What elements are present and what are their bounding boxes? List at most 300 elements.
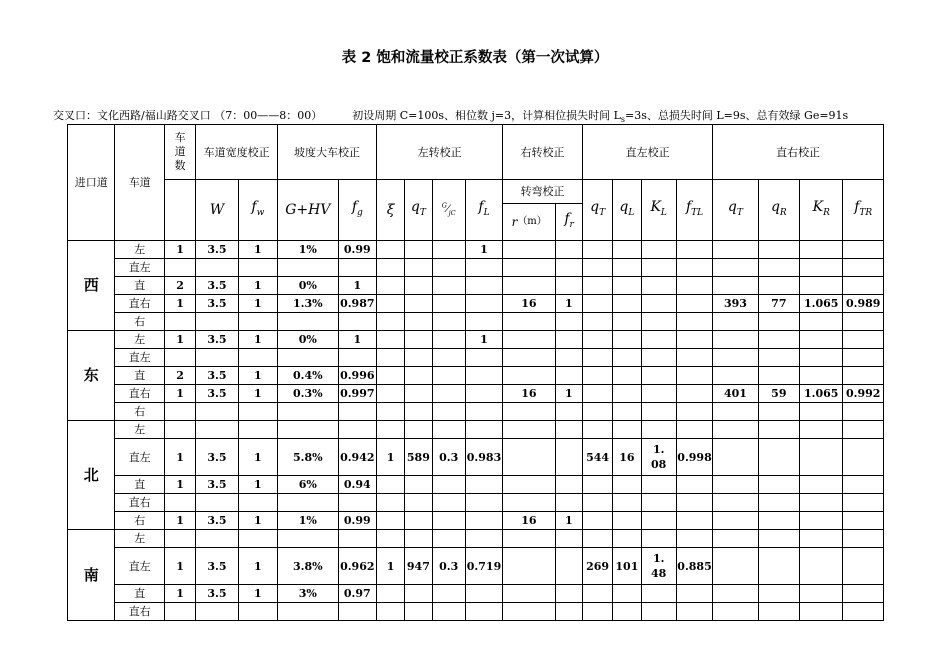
cell-fr [555,494,582,512]
cell-ftl: 0.885 [676,548,712,585]
cell-r [503,476,556,494]
table-row [68,241,884,259]
cell-r [503,421,556,439]
cell-qt3 [713,403,758,421]
cell-gjc [432,295,465,313]
cell-xi [376,241,404,259]
cell-kr [800,331,843,349]
cell-qt2: 269 [582,548,612,585]
cell-w [196,403,238,421]
cell-qt [405,585,432,603]
cell-fl [465,385,502,403]
lane-type: 直 [115,367,164,385]
cell-kr [800,421,843,439]
approach-direction: 西 [68,241,115,331]
table-row [68,439,884,476]
cell-w [196,259,238,277]
table-row [68,530,884,548]
cell-r: 16 [503,295,556,313]
cell-qt3 [713,367,758,385]
cell-fl: 1 [465,241,502,259]
cell-qt [405,259,432,277]
cell-fr [555,439,582,476]
cell-kl [641,476,676,494]
cell-qt [405,277,432,295]
cell-qt2 [582,331,612,349]
header-KR: $K_R$ [800,180,843,241]
cell-w [196,530,238,548]
table-row [68,603,884,621]
lane-type: 右 [115,403,164,421]
cell-ftr [843,349,884,367]
cell-qr [758,403,799,421]
cell-w: 3.5 [196,241,238,259]
cell-fw [238,259,277,277]
header-row-1 [68,125,884,180]
cell-w: 3.5 [196,585,238,603]
cell-qt [405,313,432,331]
cell-kl [641,421,676,439]
cell-ftl [676,331,712,349]
cell-kl [641,313,676,331]
cell-qr [758,367,799,385]
cell-fg [338,349,376,367]
lane-type: 直 [115,277,164,295]
cell-ghv [278,259,339,277]
header-fg: $f_g$ [338,180,376,241]
cell-n: 1 [164,241,195,259]
cell-qt [405,367,432,385]
cell-fl [465,476,502,494]
cell-gjc: 0.3 [432,548,465,585]
cell-n: 2 [164,277,195,295]
cell-ftl [676,277,712,295]
header-left-turn: 左转校正 [376,125,502,180]
cell-qr [758,439,799,476]
cell-fg [338,530,376,548]
cell-fr [555,548,582,585]
cell-kl [641,603,676,621]
cell-qt2 [582,494,612,512]
cell-fw: 1 [238,241,277,259]
cell-qt2 [582,530,612,548]
cell-kr [800,548,843,585]
cell-qt [405,241,432,259]
cell-qt2 [582,585,612,603]
cell-xi [376,585,404,603]
cell-xi [376,421,404,439]
cell-gjc [432,603,465,621]
cell-qt [405,530,432,548]
table-row [68,585,884,603]
cell-w: 3.5 [196,439,238,476]
cell-xi [376,313,404,331]
lane-type: 左 [115,331,164,349]
cell-n [164,259,195,277]
cell-kr [800,259,843,277]
cell-fw [238,349,277,367]
cell-qt2 [582,603,612,621]
cell-qr [758,277,799,295]
cell-qr [758,512,799,530]
cell-gjc [432,476,465,494]
cell-ftr [843,530,884,548]
cell-qt2: 544 [582,439,612,476]
correction-table [67,124,884,621]
cell-fl [465,313,502,331]
cell-r [503,331,556,349]
header-fr: $f_r$ [564,210,574,230]
cell-n [164,403,195,421]
header-through-left: 直左校正 [582,125,712,180]
cell-qt2 [582,295,612,313]
cell-qr: 59 [758,385,799,403]
cell-fg: 0.97 [338,585,376,603]
cell-ftr [843,585,884,603]
cell-ql [613,476,641,494]
cell-ftr [843,439,884,476]
table-row [68,295,884,313]
cell-n: 1 [164,439,195,476]
cell-kr [800,603,843,621]
cell-r [503,259,556,277]
cell-qr [758,603,799,621]
cell-ql [613,530,641,548]
cell-qt3 [713,439,758,476]
cell-w [196,494,238,512]
lane-type: 左 [115,421,164,439]
header-approach: 进口道 [68,125,115,241]
cell-ftl [676,421,712,439]
cell-ftl [676,585,712,603]
cell-ftr [843,403,884,421]
cell-fr [555,421,582,439]
cell-ftl [676,385,712,403]
cell-kr: 1.065 [800,385,843,403]
cell-xi [376,277,404,295]
cell-ftl [676,241,712,259]
cell-qt3 [713,603,758,621]
cell-xi [376,476,404,494]
cell-ql [613,259,641,277]
cell-kl [641,331,676,349]
header-qT3: $q_T$ [713,180,758,241]
cell-gjc [432,367,465,385]
header-slope: 坡度大车校正 [278,125,377,180]
cell-kr [800,439,843,476]
lane-type: 直左 [115,349,164,367]
approach-direction: 东 [68,331,115,421]
cell-n [164,421,195,439]
cell-ghv: 1% [278,512,339,530]
lane-type: 直右 [115,385,164,403]
cell-ftl [676,295,712,313]
cell-fw: 1 [238,439,277,476]
lane-type: 直 [115,476,164,494]
cell-gjc [432,331,465,349]
cell-w: 3.5 [196,476,238,494]
cell-fl [465,367,502,385]
cell-ql [613,313,641,331]
lane-type: 直右 [115,603,164,621]
cell-ftr [843,603,884,621]
cell-fl [465,512,502,530]
cell-ftl [676,349,712,367]
cell-kl: 1.48 [641,548,676,585]
cell-r [503,403,556,421]
cell-ghv: 0% [278,331,339,349]
cell-ghv: 5.8% [278,439,339,476]
cell-fg: 1 [338,331,376,349]
cell-qt3 [713,421,758,439]
cell-xi [376,295,404,313]
cell-fr [555,241,582,259]
cell-fw: 1 [238,476,277,494]
cell-kl [641,403,676,421]
cell-fl: 1 [465,331,502,349]
cell-xi [376,385,404,403]
cell-w [196,421,238,439]
cell-qt: 947 [405,548,432,585]
cell-ghv [278,349,339,367]
cell-qt2 [582,476,612,494]
cell-kl [641,295,676,313]
cell-ftr: 0.992 [843,385,884,403]
cell-fg [338,421,376,439]
cell-qt3: 393 [713,295,758,313]
lane-type: 左 [115,241,164,259]
cell-w [196,349,238,367]
cell-gjc [432,313,465,331]
cell-fg [338,259,376,277]
cell-ql [613,421,641,439]
table-row [68,494,884,512]
cell-ql [613,603,641,621]
cell-ftr: 0.989 [843,295,884,313]
cell-ql [613,349,641,367]
cell-fr [555,403,582,421]
cell-kl [641,241,676,259]
cell-kr [800,494,843,512]
table-row [68,548,884,585]
cell-fg: 1 [338,277,376,295]
cell-fl: 0.719 [465,548,502,585]
cell-kr [800,313,843,331]
cell-r [503,530,556,548]
cell-kr [800,349,843,367]
cell-qr [758,494,799,512]
cell-fg: 0.942 [338,439,376,476]
cell-kr [800,585,843,603]
cell-fw: 1 [238,331,277,349]
cell-xi [376,349,404,367]
cell-qt2 [582,313,612,331]
cell-qt3 [713,585,758,603]
cell-r [503,367,556,385]
table-row [68,313,884,331]
cell-qt3 [713,313,758,331]
header-KL: $K_L$ [641,180,676,241]
cell-ghv: 1% [278,241,339,259]
cell-kl [641,385,676,403]
cell-qr [758,585,799,603]
cell-fw: 1 [238,548,277,585]
lane-type: 直 [115,585,164,603]
lane-type: 右 [115,512,164,530]
cell-fg: 0.987 [338,295,376,313]
table-row [68,277,884,295]
header-row-2 [68,180,884,241]
cell-gjc [432,259,465,277]
header-ghv: G+HV [278,180,339,241]
header-lane-count: 车道数 [164,125,195,180]
cell-ql [613,585,641,603]
table-row [68,403,884,421]
cell-fl [465,494,502,512]
cell-kr [800,476,843,494]
cell-r [503,313,556,331]
cell-xi: 1 [376,439,404,476]
header-through-right: 直右校正 [713,125,884,180]
header-g-over-jc: $^G⁄_{jC}$ [432,180,465,241]
cell-ghv [278,403,339,421]
table-info-line [53,107,848,124]
cell-fl [465,277,502,295]
cell-qr [758,548,799,585]
cell-r [503,548,556,585]
cell-fg: 0.99 [338,241,376,259]
cell-ql [613,385,641,403]
cell-qr [758,421,799,439]
cell-fr [555,277,582,295]
cell-ftr [843,241,884,259]
cell-qt [405,403,432,421]
cell-r [503,603,556,621]
cell-qt [405,295,432,313]
cell-fw [238,603,277,621]
cell-w: 3.5 [196,548,238,585]
cell-fg: 0.962 [338,548,376,585]
cell-fg: 0.997 [338,385,376,403]
lane-type: 左 [115,530,164,548]
cell-ghv: 1.3% [278,295,339,313]
cell-ghv: 0% [278,277,339,295]
cell-qr [758,530,799,548]
cell-n: 1 [164,331,195,349]
cell-r: 16 [503,385,556,403]
cell-fr [555,367,582,385]
cell-qt2 [582,277,612,295]
cell-qt3 [713,259,758,277]
table-row [68,331,884,349]
cell-fl [465,585,502,603]
header-lane-count-sub [164,180,195,241]
cell-ftl: 0.998 [676,439,712,476]
cell-xi [376,512,404,530]
cell-ftr [843,421,884,439]
cell-qt3: 401 [713,385,758,403]
cell-ftl [676,367,712,385]
cell-gjc [432,277,465,295]
cell-kl [641,585,676,603]
cell-qt [405,603,432,621]
cell-ftl [676,476,712,494]
cell-r [503,241,556,259]
cell-qt3 [713,277,758,295]
cell-ftl [676,403,712,421]
cell-qt [405,494,432,512]
cell-ql [613,241,641,259]
cell-fw: 1 [238,277,277,295]
cell-fg [338,313,376,331]
cell-n [164,349,195,367]
cell-kl [641,349,676,367]
cell-qt3 [713,512,758,530]
lane-type: 右 [115,313,164,331]
cell-xi [376,494,404,512]
cell-fw: 1 [238,385,277,403]
cell-qr [758,259,799,277]
cell-ql [613,295,641,313]
cell-qr [758,241,799,259]
cell-kl [641,277,676,295]
cell-qr [758,349,799,367]
cell-ftr [843,259,884,277]
lane-type: 直左 [115,259,164,277]
cell-fl: 0.983 [465,439,502,476]
header-fTR: $f_{TR}$ [843,180,884,241]
cell-fw: 1 [238,585,277,603]
cell-w: 3.5 [196,277,238,295]
table-row [68,476,884,494]
cell-fw: 1 [238,512,277,530]
cell-qt2 [582,403,612,421]
cell-kr [800,241,843,259]
cell-n: 1 [164,512,195,530]
cell-gjc [432,494,465,512]
cell-fw: 1 [238,367,277,385]
lane-type: 直右 [115,494,164,512]
cell-qt3 [713,349,758,367]
cell-kr [800,530,843,548]
cell-r: 16 [503,512,556,530]
cell-ql [613,277,641,295]
cell-fg [338,494,376,512]
cell-qt2 [582,421,612,439]
cell-ql [613,367,641,385]
cell-qt2 [582,349,612,367]
table-row [68,259,884,277]
cell-fr: 1 [555,512,582,530]
cell-fl [465,295,502,313]
cell-w [196,603,238,621]
cell-ftl [676,259,712,277]
lane-type: 直左 [115,548,164,585]
cell-n [164,603,195,621]
cell-qt2 [582,259,612,277]
cell-qt [405,476,432,494]
cell-fr [555,476,582,494]
cell-r [503,439,556,476]
cell-ftr [843,512,884,530]
cell-ftr [843,367,884,385]
approach-direction: 南 [68,530,115,621]
lane-type: 直左 [115,439,164,476]
cell-fw [238,421,277,439]
cell-xi [376,331,404,349]
cell-qt3 [713,548,758,585]
header-turn-sub: 转弯校正 [503,180,582,204]
